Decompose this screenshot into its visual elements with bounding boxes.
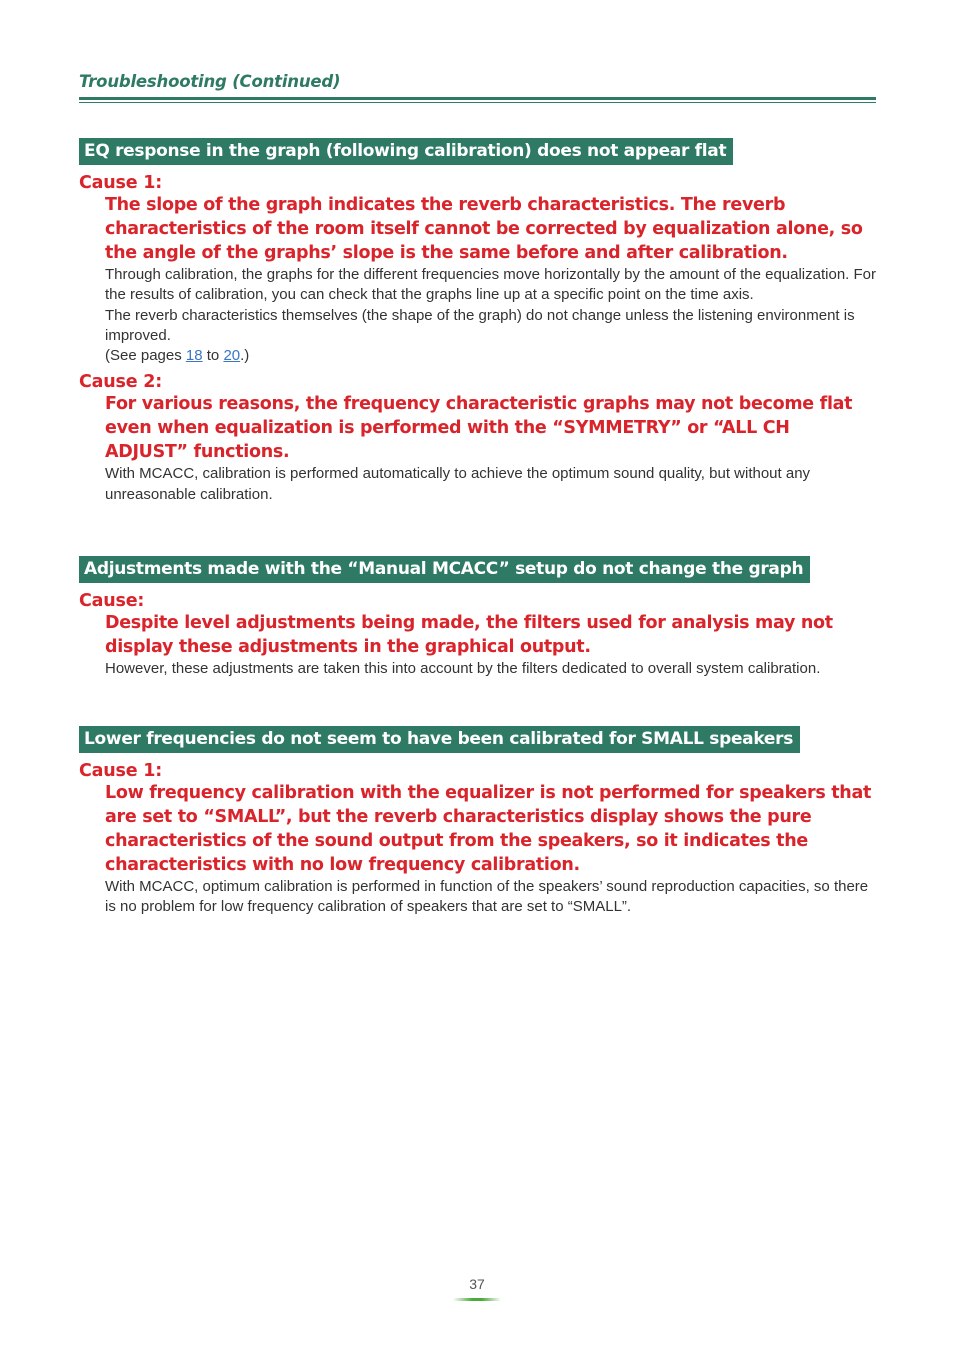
cause-label: Cause 2:	[79, 372, 163, 393]
section-small-speakers	[79, 726, 876, 918]
cause-title: Despite level adjustments being made, the filters used for analysis may not display these adjustments in the graphical output.	[105, 613, 833, 657]
see-pages-prefix: (See pages	[105, 347, 186, 365]
section-heading: Adjustments made with the “Manual MCACC” setup do not change the graph	[79, 556, 810, 583]
body-paragraph: The reverb characteristics themselves (the shape of the graph) do not change unless the listening environment is improved.	[105, 306, 855, 344]
cause-label: Cause:	[79, 591, 145, 611]
cause-label: Cause 1:	[79, 173, 163, 193]
page-link-18[interactable]: 18	[185, 347, 203, 365]
body-paragraph: With MCACC, calibration is performed automatically to achieve the optimum sound quality, but without any unreasonable calibration.	[105, 465, 811, 503]
body-paragraph: Through calibration, the graphs for the different frequencies move horizontally by the amount of the equalization. For the results of calibration, you can check that the graphs line up at a specific point on the time axis.	[105, 266, 877, 304]
section-eq-response	[79, 138, 876, 505]
section-heading: Lower frequencies do not seem to have been calibrated for SMALL speakers	[79, 726, 800, 753]
cause-title: Low frequency calibration with the equalizer is not performed for speakers that are set to “SMALL”, but the reverb characteristics display shows the pure characteristics of the sound output from the speakers, so it indicates the characteristics with no low frequency calibration.	[105, 783, 872, 875]
see-pages-reference	[105, 346, 876, 366]
see-pages-middle: to	[202, 347, 224, 365]
section-heading: EQ response in the graph (following calibration) does not appear flat	[79, 138, 733, 165]
page-header-title: Troubleshooting (Continued)	[79, 72, 341, 91]
section-manual-mcacc	[79, 556, 876, 679]
see-pages-suffix: .)	[240, 347, 250, 365]
header-rule-thick	[79, 97, 876, 100]
page-number-underline	[453, 1298, 501, 1301]
body-paragraph: However, these adjustments are taken this into account by the filters dedicated to overall system calibration.	[105, 660, 821, 677]
cause-title: The slope of the graph indicates the reverb characteristics. The reverb characteristics of the room itself cannot be corrected by equalization alone, so the angle of the graphs’ slope is the same before and after calibration.	[105, 195, 863, 263]
cause-label: Cause 1:	[79, 761, 163, 781]
page-number: 37	[469, 1276, 485, 1292]
cause-title: For various reasons, the frequency characteristic graphs may not become flat even when equalization is performed with the “SYMMETRY” or “ALL CH ADJUST” functions.	[105, 394, 853, 463]
header-rule-thin	[79, 102, 876, 103]
body-paragraph: With MCACC, optimum calibration is performed in function of the speakers’ sound reproduction capacities, so there is no problem for low frequency calibration of speakers that are set to “SMALL”.	[105, 878, 869, 916]
page-link-20[interactable]: 20	[223, 347, 241, 365]
